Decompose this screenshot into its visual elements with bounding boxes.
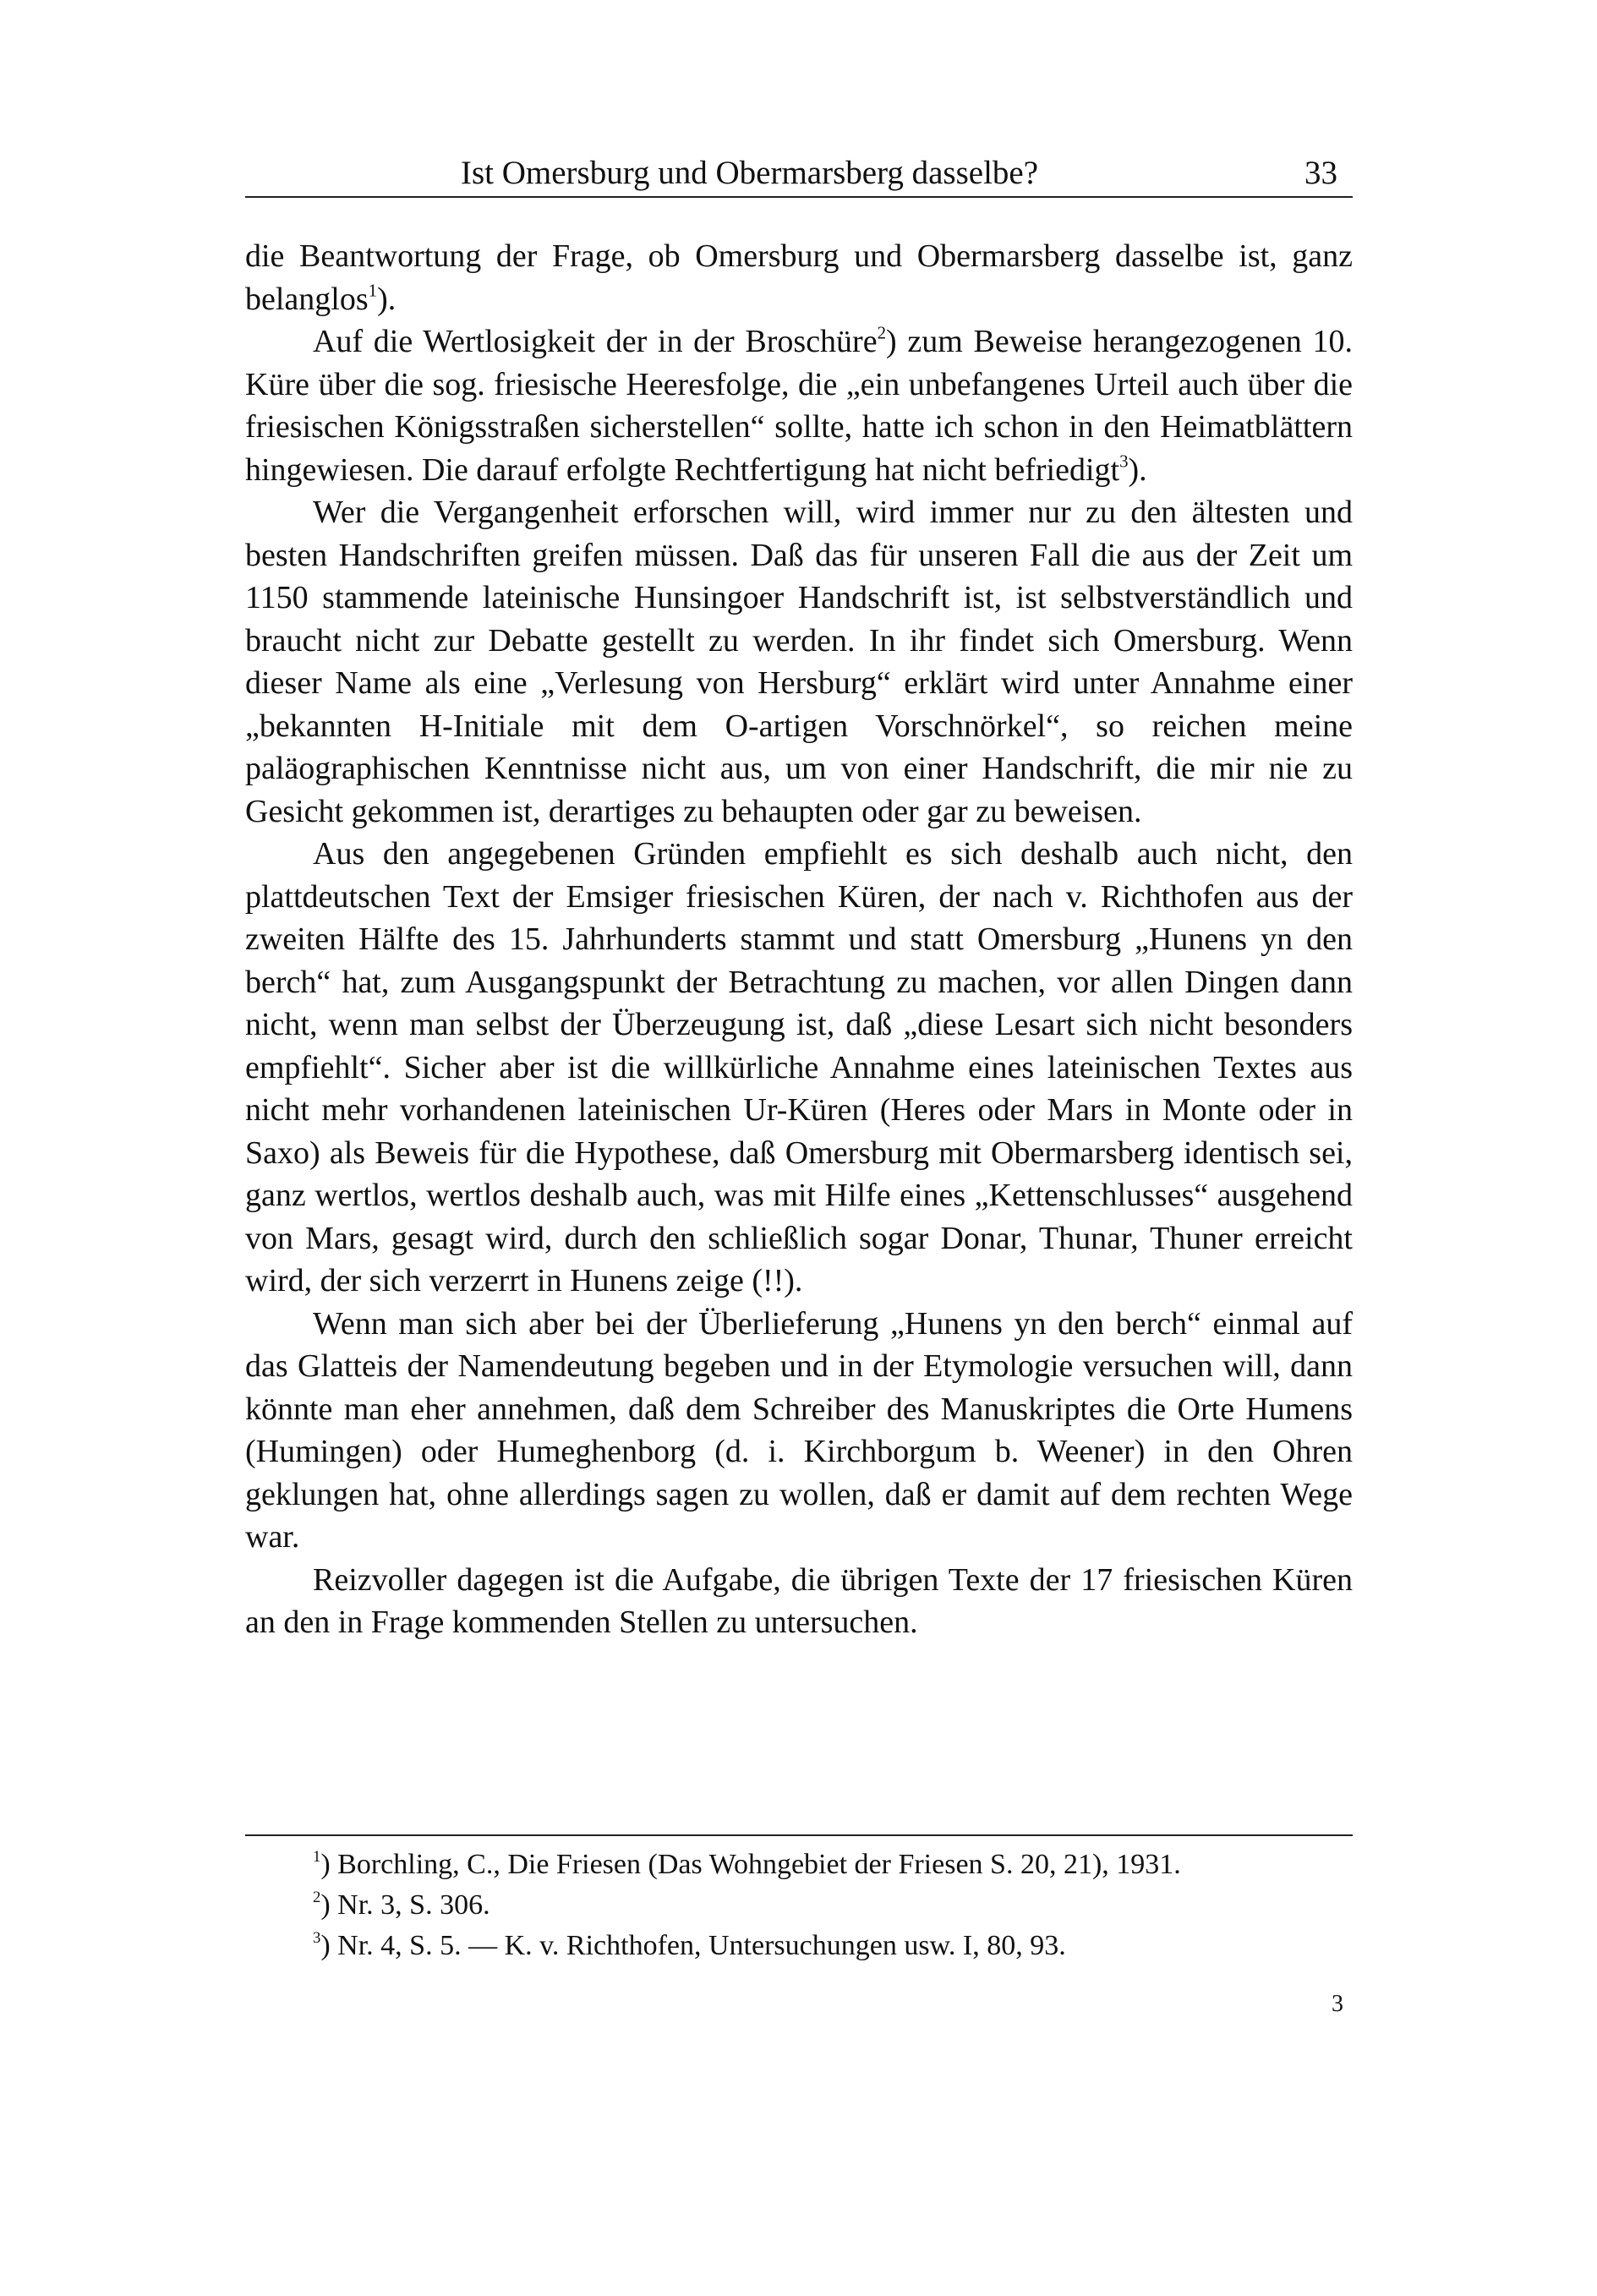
- paragraph-text: die Beantwortung der Frage, ob Omersburg und Obermarsberg dasselbe ist, ganz belanglos: [245, 238, 1353, 317]
- paragraph-text: Auf die Wertlosigkeit der in der Broschüre: [313, 324, 878, 359]
- footnote-mark: 1: [313, 1847, 321, 1866]
- paragraph-3: Wer die Vergangenheit erforschen will, wird immer nur zu den ältesten und besten Handschriften greifen müssen. Daß das für unseren Fall die aus der Zeit um 1150 stammende lateinische Hunsingoer Handschrift ist, ist selbstverständlich und braucht nicht zur Debatte gestellt zu werden. In ihr findet sich Omersburg. Wenn dieser Name als eine „Verlesung von Hersburg“ erklärt wird unter Annahme einer „bekannten H-Initiale mit dem O-artigen Vorschnörkel“, so reichen meine paläographischen Kenntnisse nicht aus, um von einer Handschrift, die mir nie zu Gesicht gekommen ist, derartiges zu behaupten oder gar zu beweisen.: [245, 495, 1353, 829]
- paragraph-4: Aus den angegebenen Gründen empfiehlt es sich deshalb auch nicht, den plattdeutschen Text der Emsiger friesischen Küren, der nach v. Richthofen aus der zweiten Hälfte des 15. Jahrhunderts stammt und statt Omersburg „Hunens yn den berch“ hat, zum Ausgangspunkt der Betrachtung zu machen, vor allen Dingen dann nicht, wenn man selbst der Überzeugung ist, daß „diese Lesart sich nicht besonders empfiehlt“. Sicher aber ist die willkürliche Annahme eines lateinischen Textes aus nicht mehr vorhandenen lateinischen Ur-Küren (Heres oder Mars in Monte oder in Saxo) als Beweis für die Hypothese, daß Omersburg mit Obermarsberg identisch sei, ganz wertlos, wertlos deshalb auch, was mit Hilfe eines „Kettenschlusses“ ausgehend von Mars, gesagt wird, durch den schließlich sogar Donar, Thunar, Thuner erreicht wird, der sich verzerrt in Hunens zeige (!!).: [245, 836, 1353, 1298]
- header-rule: [245, 196, 1353, 198]
- footnote-3: [245, 1926, 1353, 1966]
- signature-mark: 3: [1332, 1991, 1343, 2017]
- footnote-mark: 2: [313, 1888, 321, 1906]
- footnotes: [245, 1845, 1353, 1966]
- page-number: 33: [1304, 155, 1337, 191]
- footnote-mark: 3: [313, 1928, 321, 1947]
- footnote-text: ) Nr. 4, S. 5. — K. v. Richthofen, Untersuchungen usw. I, 80, 93.: [320, 1930, 1066, 1961]
- paragraph-tail: ).: [1128, 451, 1147, 488]
- paragraph-2: [245, 320, 1353, 491]
- paragraph-6: Reizvoller dagegen ist die Aufgabe, die übrigen Texte der 17 friesischen Küren an den in Frage kommenden Stellen zu untersuchen.: [245, 1561, 1353, 1640]
- main-text: [245, 235, 1353, 1644]
- running-header: [245, 144, 1353, 203]
- footnote-rule: [245, 1834, 1353, 1836]
- running-title: Ist Omersburg und Obermarsberg dasselbe?: [461, 155, 1039, 191]
- footnote-2: [245, 1885, 1353, 1926]
- footnote-text: ) Nr. 3, S. 306.: [320, 1889, 490, 1921]
- footnote-text: ) Borchling, C., Die Friesen (Das Wohngebiet der Friesen S. 20, 21), 1931.: [320, 1849, 1181, 1880]
- footnote-ref: 2: [877, 322, 887, 343]
- paragraph-5: Wenn man sich aber bei der Überlieferung „Hunens yn den berch“ einmal auf das Glatteis der Namendeutung begeben und in der Etymologie versuchen will, dann könnte man eher annehmen, daß dem Schreiber des Manuskriptes die Orte Humens (Humingen) oder Humeghenborg (d. i. Kirchborgum b. Weener) in den Ohren geklungen hat, ohne allerdings sagen zu wollen, daß er damit auf dem rechten Wege war.: [245, 1305, 1353, 1555]
- paragraph-1: [245, 235, 1353, 320]
- paragraph-text: ) zum Beweise herangezogenen 10. Küre über die sog. friesische Heeresfolge, die „ein unbefangenes Urteil auch über die friesischen Königsstraßen sicherstellen“ sollte, hatte ich schon in den Heimatblättern hingewiesen. Die darauf erfolgte Rechtfertigung hat nicht befriedigt: [245, 324, 1353, 488]
- footnote-ref: 1: [368, 279, 378, 300]
- footnote-ref: 3: [1119, 450, 1129, 471]
- paragraph-tail: ).: [377, 281, 397, 317]
- footnote-1: [245, 1845, 1353, 1885]
